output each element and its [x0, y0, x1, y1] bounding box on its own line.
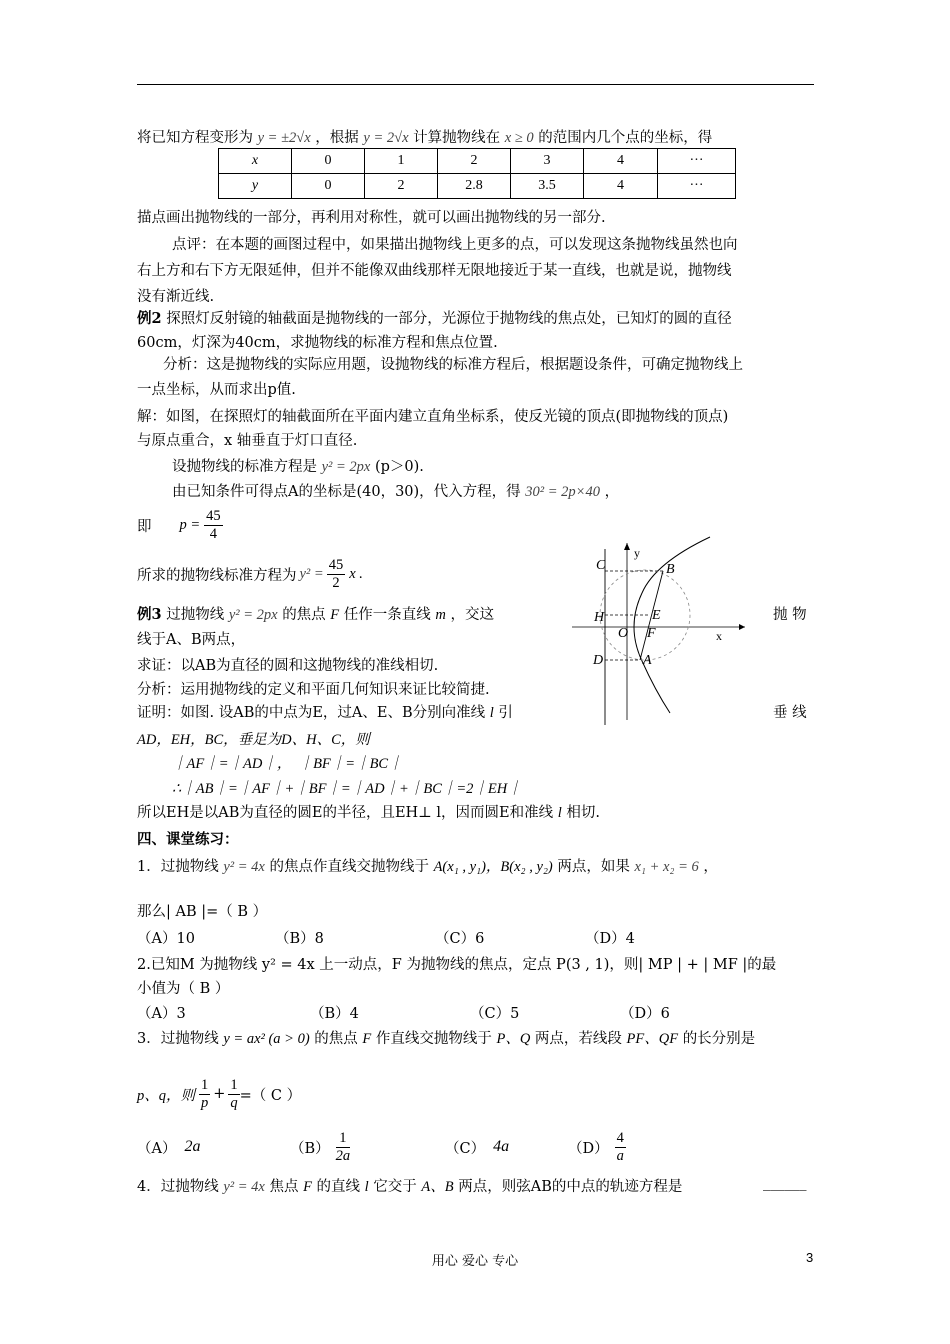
table-cell: ··· [658, 149, 736, 174]
q1-text-d: ， [703, 859, 718, 875]
ex2-p-lhs: p = [179, 516, 201, 533]
q1-option-b: （B）8 [275, 931, 324, 947]
fraction-denominator: q [230, 1094, 238, 1111]
q3-option-b-fraction [336, 1130, 351, 1165]
table-cell: y [219, 174, 292, 199]
q3-segments: PF、QF [626, 1031, 679, 1047]
table-cell: 2 [365, 174, 438, 199]
ex3-line-2: 线于A、B两点， [137, 632, 246, 648]
ex2-cond-eq: 30² = 2p×40 [525, 484, 600, 500]
fraction-denominator: 2a [335, 1147, 351, 1164]
fraction-numerator: 1 [336, 1130, 351, 1148]
q3-pq-text: p、q，则 [137, 1087, 195, 1104]
intro-text-b: ，根据 [315, 130, 359, 146]
fraction-numerator: 45 [206, 507, 221, 524]
ex3-proof-chuixian: 垂 线 [773, 705, 807, 721]
q3-option-c-label: （C） [445, 1140, 486, 1157]
table-row [219, 174, 736, 199]
q3-option-b-label: （B） [290, 1140, 330, 1157]
practice-heading: 四、课堂练习： [137, 831, 239, 848]
ex3-eq1: ｜AF｜=｜AD｜， ｜BF｜=｜BC｜ [172, 756, 403, 772]
ex3-eq2: ∴｜AB｜=｜AF｜+｜BF｜=｜AD｜+｜BC｜=2｜EH｜ [172, 781, 522, 797]
y-axis-arrow [624, 543, 630, 550]
q1-points: A(x₁ , y₁)，B(x₂ , y₂) [433, 859, 553, 875]
q4-l: l [364, 1179, 369, 1195]
q4-F: F [303, 1179, 312, 1195]
q1-text-a: 1．过抛物线 [137, 859, 219, 875]
intro-eq1: y = ±2√x [257, 130, 311, 146]
q4-text-e: 两点，则弦AB的中点的轨迹方程是 [458, 1179, 683, 1195]
ex2-solution-2: 与原点重合，x 轴垂直于灯口直径. [137, 433, 358, 449]
q4-AB: A、B [421, 1179, 454, 1195]
ex2-set-cond: (p＞0). [374, 459, 424, 475]
q3-option-c-value: 4a [493, 1138, 510, 1155]
ex2-analysis-1: 分析：这是抛物线的实际应用题，设抛物线的标准方程后，根据题设条件，可确定抛物线上 [163, 357, 743, 373]
q3-option-a-value: 2a [184, 1138, 201, 1155]
q2-option-a: （A）3 [137, 1006, 186, 1022]
x-axis-arrow [739, 624, 745, 630]
table-cell: 0 [292, 149, 365, 174]
ex3-m: m [435, 607, 446, 623]
after-table-text: 描点画出抛物线的一部分，再利用对称性，就可以画出抛物线的另一部分. [137, 210, 606, 226]
q4-text-d: 它交于 [373, 1179, 417, 1195]
intro-text-a: 将已知方程变形为 [137, 130, 253, 146]
intro-text-c: 计算抛物线在 [413, 130, 501, 146]
q3-text-a: 3．过抛物线 [137, 1031, 219, 1047]
table-cell: 0 [292, 174, 365, 199]
ex3-line-1 [137, 603, 494, 624]
comment-line-1: 点评：在本题的画图过程中，如果描出抛物线上更多的点，可以发现这条抛物线虽然也向 [172, 237, 738, 253]
ex3-label: 例3 [137, 606, 162, 623]
label-F: F [647, 626, 656, 641]
ex3-text-c: 任作一条直线 [343, 607, 431, 623]
q3-plus: + [213, 1086, 226, 1102]
ex3-feet: AD，EH，BC，垂足为D、H、C，则 [137, 732, 370, 748]
ex3-proof-yin: 引 [498, 705, 513, 721]
ex2-result-text: 所求的抛物线标准方程为 [137, 567, 297, 584]
ex3-text-a: 过抛物线 [166, 607, 225, 623]
comment-line-2: 右上方和右下方无限延伸，但并不能像双曲线那样无限地接近于某一直线，也就是说，抛物线 [137, 263, 732, 279]
q1-cond: x₁ + x₂ = 6 [634, 859, 699, 875]
q3-option-b [290, 1125, 350, 1169]
ex3-prove: 求证：以AB为直径的圆和这抛物线的准线相切. [137, 658, 439, 674]
fraction-denominator: 2 [332, 574, 340, 591]
q3-line-2 [137, 1074, 301, 1114]
q4-text-a: 4．过抛物线 [137, 1179, 219, 1195]
table-cell: 2 [438, 149, 511, 174]
ex2-analysis-2: 一点坐标，从而求出p值. [137, 382, 296, 398]
intro-eq2: y = 2√x [363, 130, 409, 146]
q1-option-c: （C）6 [435, 931, 485, 947]
comment-line-3: 没有渐近线. [137, 289, 215, 305]
values-table [218, 148, 736, 199]
footer-slogan: 用心 爱心 专心 [431, 1254, 519, 1269]
q1-option-a: （A）10 [137, 931, 195, 947]
table-row [219, 149, 736, 174]
q3-option-d-fraction [615, 1130, 626, 1165]
table-cell: 3 [511, 149, 584, 174]
table-cell: 2.8 [438, 174, 511, 199]
fraction-numerator: 1 [201, 1076, 209, 1093]
q1-line-1 [137, 855, 718, 876]
q3-frac-1 [199, 1077, 210, 1112]
ex2-result-line [137, 554, 363, 594]
label-E: E [652, 608, 661, 623]
q3-option-d-label: （D） [568, 1140, 609, 1157]
ex2-ji: 即 [137, 518, 152, 535]
label-B: B [666, 562, 675, 577]
ex3-proof-line [137, 701, 513, 722]
ex3-l2: l [557, 805, 562, 821]
q3-F: F [362, 1031, 372, 1047]
table-cell: ··· [658, 174, 736, 199]
ex2-line-2: 60cm，灯深为40cm，求抛物线的标准方程和焦点位置. [137, 335, 498, 351]
label-O: O [618, 626, 629, 641]
q2-option-b: （B）4 [310, 1006, 359, 1022]
table-cell: 3.5 [511, 174, 584, 199]
label-H: H [594, 610, 605, 625]
q3-text-b: 的焦点 [314, 1031, 358, 1047]
q3-text-d: 两点，若线段 [534, 1031, 622, 1047]
label-y: y [634, 546, 640, 560]
fraction-numerator: 1 [230, 1076, 238, 1093]
ex2-cond-end: ， [604, 484, 620, 500]
q3-answer: =（ C ） [239, 1087, 302, 1104]
ex2-p-fraction [204, 508, 223, 543]
q3-line-1 [137, 1027, 755, 1048]
q1-option-d: （D）4 [585, 931, 635, 947]
ex2-p-line [137, 505, 223, 545]
parabola-figure [560, 535, 760, 735]
q3-option-a [137, 1125, 200, 1169]
q2-option-d: （D）6 [620, 1006, 670, 1022]
label-x: x [716, 629, 722, 643]
ex2-result-fraction [327, 557, 346, 592]
q2-line-2: 小值为（ B ） [137, 981, 230, 997]
ex2-set-text: 设抛物线的标准方程是 [172, 459, 317, 475]
header-rule [137, 84, 814, 85]
table-cell: 4 [584, 174, 658, 199]
q3-PQ: P、Q [496, 1031, 531, 1047]
q2-line-1: 2.已知M 为抛物线 y² = 4x 上一动点，F 为抛物线的焦点，定点 P(3 , 1)，则| MP | + | MF |的最 [137, 957, 777, 973]
q3-eq: y = ax² (a > 0) [223, 1031, 310, 1047]
fraction-denominator: p [201, 1094, 209, 1111]
ex3-F: F [330, 607, 340, 623]
fraction-numerator: 45 [328, 556, 344, 573]
q2-option-c: （C）5 [470, 1006, 520, 1022]
q3-text-c: 作直线交抛物线于 [375, 1031, 492, 1047]
label-D: D [593, 653, 604, 668]
ex3-eq: y² = 2px [228, 607, 278, 623]
ex2-cond-text: 由已知条件可得点A的坐标是(40，30)，代入方程，得 [172, 484, 521, 500]
ex3-text-e: 抛 物 [773, 607, 807, 623]
ex2-set-eq: y² = 2px [321, 459, 371, 475]
q3-option-a-label: （A） [137, 1140, 177, 1157]
ex2-text-1: 探照灯反射镜的轴截面是抛物线的一部分，光源位于抛物线的焦点处，已知灯的圆的直径 [166, 311, 732, 327]
q4-line [137, 1175, 682, 1196]
fraction-denominator: 4 [209, 525, 218, 542]
ex2-line-1 [137, 307, 732, 328]
ex3-l: l [489, 705, 494, 721]
q4-blank: ______ [763, 1175, 807, 1191]
ex3-analysis: 分析：运用抛物线的定义和平面几何知识来证比较简捷. [137, 682, 490, 698]
q4-eq: y² = 4x [223, 1179, 265, 1195]
q1-eq: y² = 4x [223, 859, 265, 875]
label-A: A [643, 653, 652, 668]
q1-line-2: 那么| AB |=（ B ） [137, 904, 268, 920]
ex2-solution-1: 解：如图，在探照灯的轴截面所在平面内建立直角坐标系，使反光镜的顶点(即抛物线的顶点) [137, 409, 729, 425]
q3-option-c [445, 1125, 509, 1169]
intro-text-d: 的范围内几个点的坐标，得 [538, 130, 713, 146]
table-cell: 4 [584, 149, 658, 174]
q4-text-b: 焦点 [269, 1179, 299, 1195]
label-C: C [596, 558, 606, 573]
ex3-concl-text: 所以EH是以AB为直径的圆E的半径，且EH⊥ l，因而圆E和准线 [137, 805, 554, 821]
q3-text-e: 的长分别是 [682, 1031, 756, 1047]
q3-frac-2 [228, 1077, 239, 1112]
ex3-text-d: ，交这 [450, 607, 494, 623]
q1-text-c: 两点，如果 [557, 859, 630, 875]
table-cell: x [219, 149, 292, 174]
fraction-denominator: a [616, 1147, 624, 1164]
ex2-set-line [172, 455, 424, 476]
q1-text-b: 的焦点作直线交抛物线于 [269, 859, 429, 875]
intro-line [137, 126, 712, 147]
ex2-result-rhs: x . [349, 565, 363, 582]
ex2-result-lhs: y² = [299, 565, 324, 582]
fraction-numerator: 4 [616, 1129, 624, 1146]
q4-text-c: 的直线 [316, 1179, 361, 1195]
intro-eq3: x ≥ 0 [504, 130, 534, 146]
page-number: 3 [806, 1250, 814, 1265]
ex3-text-b: 的焦点 [282, 607, 326, 623]
table-cell: 1 [365, 149, 438, 174]
ex3-proof-text: 证明：如图. 设AB的中点为E，过A、E、B分别向准线 [137, 705, 486, 721]
ex2-cond-line [172, 480, 619, 501]
ex3-conclusion [137, 801, 600, 822]
q3-option-d [568, 1125, 626, 1169]
ex2-label: 例2 [137, 310, 162, 327]
ex3-concl-end: 相切. [566, 805, 600, 821]
